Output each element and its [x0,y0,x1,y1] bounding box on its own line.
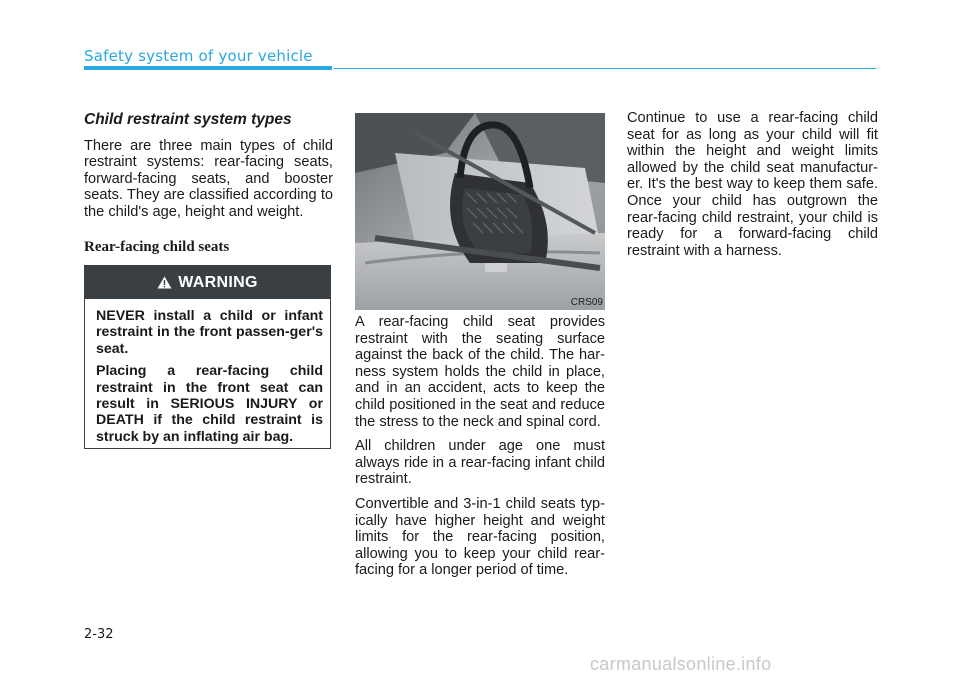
warning-body [85,299,330,445]
page-number: 2-32 [84,627,114,642]
figure-code: CRS09 [570,297,603,308]
body-paragraph: A rear-facing child seat provides restraint with the seating surface against the back of the child. The har-ness system holds the child in place, and in an accident, acts to keep the child positioned in the seat and reduce the stress to the neck and spinal cord. [355,314,605,430]
warning-paragraph: Placing a rear-facing child restraint in the front seat can result in SERIOUS INJURY or DEATH if the child restraint is struck by an inflating air bag. [96,363,323,445]
warning-label: WARNING [178,273,258,291]
warning-header [85,266,330,299]
rear-facing-seat-photo [355,113,605,310]
watermark: carmanualsonline.info [590,654,772,674]
warning-triangle-icon [157,276,172,289]
body-paragraph: All children under age one must always ride in a rear-facing infant child restraint. [355,438,605,488]
header-title: Safety system of your vehicle [84,47,313,65]
intro-paragraph: There are three main types of child restraint systems: rear-facing seats, forward-facing seats, and booster seats. They are classified according to the child's age, height and weight. [84,137,333,220]
section-title: Child restraint system types [84,111,292,128]
column-left [84,112,333,269]
header-rule-thin [334,68,876,69]
rear-facing-child-seat-illustration [355,113,605,310]
body-paragraph: Convertible and 3-in-1 child seats typ-ically have higher height and weight limits for the rear-facing position, allowing you to keep your child rear-facing for a longer period of time. [355,495,605,579]
warning-box [84,265,331,449]
header-rule-thick [84,66,332,70]
sub-heading: Rear-facing child seats [84,238,230,255]
column-middle [355,314,605,587]
body-paragraph: Continue to use a rear-facing child seat for as long as your child will fit within the height and weight limits allowed by the child seat manufactur-er. It's the best way to keep them safe. Once your child has outgrown the rear-facing child restraint, your child is ready for a forward-facing child restraint with a harness. [627,110,878,259]
warning-paragraph: NEVER install a child or infant restraint in the front passen-ger's seat. [96,308,323,357]
column-right [627,110,878,267]
